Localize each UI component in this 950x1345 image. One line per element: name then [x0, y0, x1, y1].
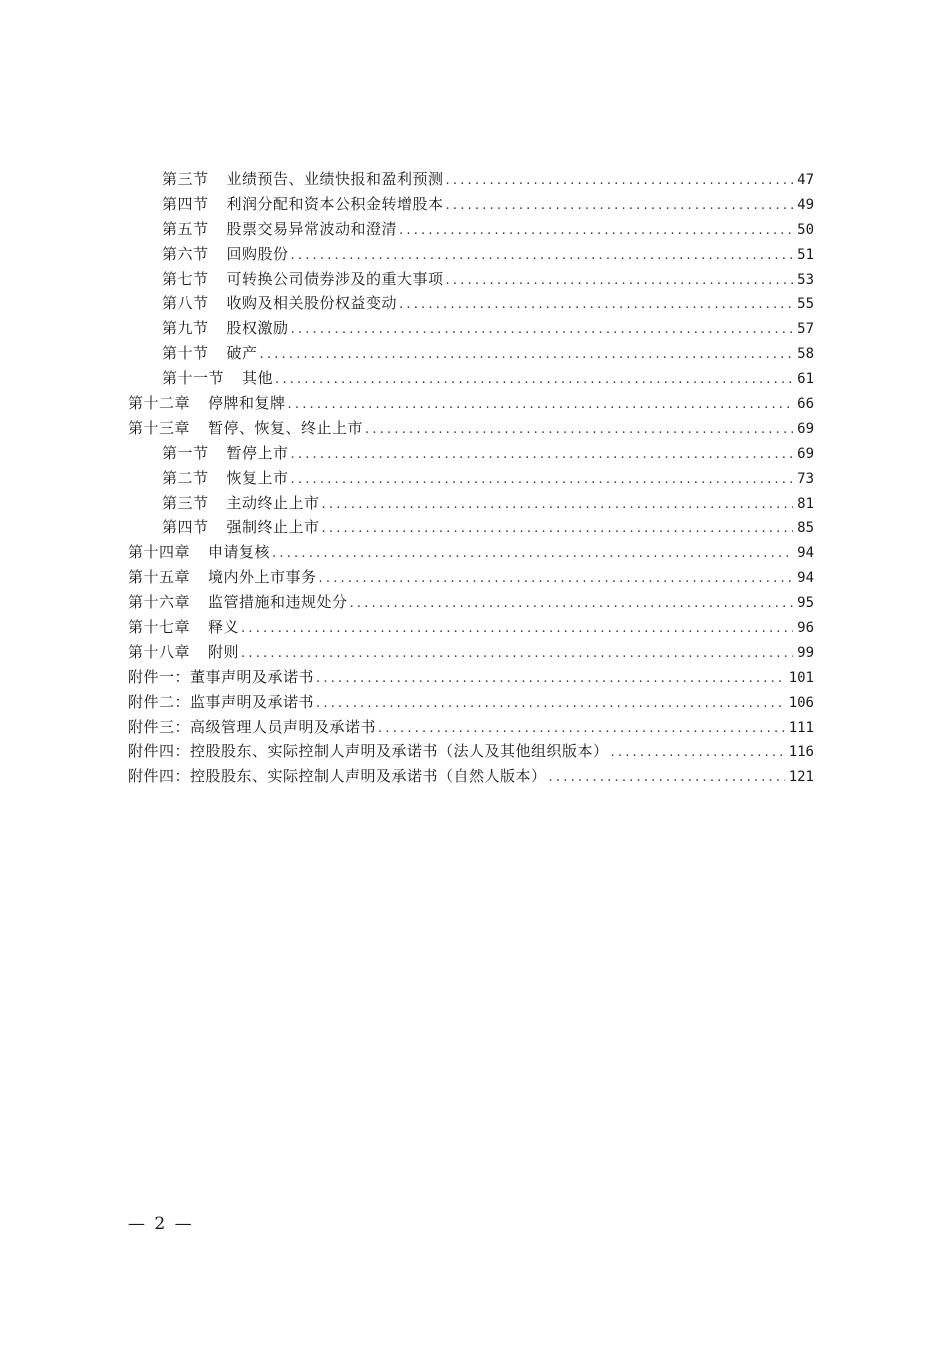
toc-dot-leader [322, 493, 794, 518]
toc-entry-number: 第三节 [162, 170, 209, 188]
toc-entry[interactable] [128, 341, 814, 366]
toc-entry[interactable] [128, 739, 814, 764]
toc-entry-label [128, 615, 239, 640]
toc-entry-label [128, 416, 363, 441]
toc-entry[interactable] [128, 217, 814, 242]
toc-entry-title: 附则 [208, 642, 240, 661]
toc-entry-page: 61 [797, 371, 814, 388]
toc-entry-label [162, 242, 289, 267]
toc-dot-leader [291, 468, 794, 493]
toc-entry-title: 境内外上市事务 [208, 568, 317, 587]
toc-entry-number: 第十七章 [128, 618, 191, 637]
toc-entry-label [162, 466, 289, 491]
toc-entry-title: 申请复核 [208, 543, 271, 562]
toc-entry-label [162, 515, 320, 540]
toc-entry-title: 其他 [242, 369, 274, 388]
toc-entry[interactable] [128, 665, 814, 690]
toc-entry-title: 强制终止上市 [226, 518, 320, 537]
toc-entry-label [128, 715, 376, 740]
toc-entry-number: 第八节 [162, 294, 209, 313]
toc-entry-title: 监管措施和违规处分 [208, 593, 348, 612]
page-number: — 2 — [128, 1214, 194, 1234]
toc-dot-leader [446, 269, 794, 294]
toc-entry-label [162, 267, 444, 292]
toc-dot-leader [399, 219, 793, 244]
toc-entry[interactable] [128, 540, 814, 565]
toc-dot-leader [611, 741, 785, 766]
toc-entry-number: 第一节 [162, 443, 209, 462]
toc-entry[interactable] [128, 615, 814, 640]
toc-entry-label [128, 391, 286, 416]
toc-entry-number: 附件一： [128, 667, 191, 686]
toc-entry-title: 收购及相关股份权益变动 [226, 294, 398, 313]
toc-dot-leader [378, 717, 785, 742]
toc-entry-number: 第十八章 [128, 642, 191, 661]
toc-entry-page: 106 [788, 694, 814, 711]
toc-entry-label [162, 192, 444, 217]
toc-entry[interactable] [128, 267, 814, 292]
toc-entry-title: 暂停上市 [226, 443, 289, 462]
toc-entry[interactable] [128, 565, 814, 590]
toc-dot-leader [241, 617, 793, 642]
toc-entry-label [128, 590, 348, 615]
toc-entry-number: 第二节 [162, 468, 209, 487]
toc-entry[interactable] [128, 590, 814, 615]
toc-entry-title: 高级管理人员声明及承诺书 [190, 717, 377, 736]
toc-dot-leader [316, 692, 785, 717]
toc-entry-number: 第六节 [162, 244, 209, 263]
toc-dot-leader [291, 244, 794, 269]
toc-entry[interactable] [128, 690, 814, 715]
toc-entry-label [162, 341, 258, 366]
toc-entry[interactable] [128, 715, 814, 740]
toc-dot-leader [446, 194, 794, 219]
toc-entry-label [162, 167, 444, 192]
toc-entry-page: 81 [797, 495, 814, 512]
toc-entry-label [162, 217, 397, 242]
toc-entry-title: 利润分配和资本公积金转增股本 [226, 194, 444, 213]
toc-entry-page: 99 [797, 644, 814, 661]
toc-entry-number: 第七节 [162, 269, 209, 288]
toc-entry-label [162, 316, 289, 341]
toc-entry[interactable] [128, 291, 814, 316]
toc-entry-title: 控股股东、实际控制人声明及承诺书（自然人版本） [190, 767, 547, 786]
toc-entry-number: 第九节 [162, 319, 209, 338]
toc-entry[interactable] [128, 242, 814, 267]
toc-entry[interactable] [128, 167, 814, 192]
toc-dot-leader [291, 318, 794, 343]
toc-dot-leader [241, 642, 793, 667]
toc-entry-label [128, 690, 314, 715]
toc-entry-label [162, 491, 320, 516]
toc-dot-leader [272, 542, 793, 567]
toc-entry-number: 附件四： [128, 767, 191, 786]
toc-dot-leader [260, 343, 794, 368]
toc-entry-page: 111 [788, 719, 814, 736]
toc-dot-leader [322, 517, 794, 542]
toc-entry-title: 业绩预告、业绩快报和盈利预测 [226, 170, 444, 188]
toc-entry-title: 股权激励 [226, 319, 289, 338]
toc-entry-number: 第十二章 [128, 394, 191, 413]
toc-entry-title: 主动终止上市 [226, 493, 320, 512]
toc-entry[interactable] [128, 640, 814, 665]
toc-entry-page: 95 [797, 595, 814, 612]
toc-entry-number: 附件二： [128, 692, 191, 711]
toc-entry-number: 附件三： [128, 717, 191, 736]
toc-entry-page: 55 [797, 296, 814, 313]
toc-entry[interactable] [128, 391, 814, 416]
toc-entry-page: 58 [797, 346, 814, 363]
toc-entry-page: 69 [797, 420, 814, 437]
toc-entry-label [162, 441, 289, 466]
toc-entry-page: 51 [797, 246, 814, 263]
toc-entry-page: 94 [797, 570, 814, 587]
toc-entry[interactable] [128, 366, 814, 391]
toc-entry-title: 控股股东、实际控制人声明及承诺书（法人及其他组织版本） [190, 742, 609, 761]
toc-entry[interactable] [128, 441, 814, 466]
toc-entry-number: 第三节 [162, 493, 209, 512]
toc-dot-leader [319, 567, 794, 592]
toc-dot-leader [350, 592, 794, 617]
toc-entry-page: 121 [788, 769, 814, 786]
toc-entry-page: 49 [797, 196, 814, 213]
toc-entry-page: 47 [797, 172, 814, 188]
toc-entry-page: 66 [797, 396, 814, 413]
toc-dot-leader [291, 443, 794, 468]
toc-entry-page: 96 [797, 620, 814, 637]
toc-entry-title: 董事声明及承诺书 [190, 667, 315, 686]
toc-entry-page: 53 [797, 271, 814, 288]
toc-entry[interactable] [128, 764, 814, 789]
toc-entry-number: 第十节 [162, 344, 209, 363]
toc-entry-page: 50 [797, 221, 814, 238]
toc-entry-number: 第十四章 [128, 543, 191, 562]
toc-entry-number: 第十五章 [128, 568, 191, 587]
toc-entry-title: 恢复上市 [226, 468, 289, 487]
toc-entry-label [128, 565, 317, 590]
toc-entry[interactable] [128, 192, 814, 217]
toc-entry-number: 第十三章 [128, 418, 191, 437]
toc-entry-title: 停牌和复牌 [208, 394, 286, 413]
toc-entry[interactable] [128, 515, 814, 540]
toc-entry-label [162, 291, 397, 316]
toc-entry-page: 73 [797, 470, 814, 487]
toc-entry-label [162, 366, 273, 391]
toc-entry-label [128, 640, 239, 665]
toc-entry-page: 85 [797, 520, 814, 537]
toc-entry-label [128, 739, 609, 764]
toc-entry-number: 第四节 [162, 194, 209, 213]
toc-entry-page: 101 [788, 669, 814, 686]
toc-dot-leader [399, 293, 793, 318]
toc-dot-leader [446, 169, 794, 194]
toc-entry-page: 116 [788, 744, 814, 761]
toc-entry-label [128, 764, 547, 789]
toc-dot-leader [549, 766, 785, 791]
toc-entry-page: 69 [797, 445, 814, 462]
toc-dot-leader [365, 418, 793, 443]
toc-entry[interactable] [128, 466, 814, 491]
toc-entry-number: 第十六章 [128, 593, 191, 612]
toc-entry-number: 第四节 [162, 518, 209, 537]
toc-entry-page: 57 [797, 321, 814, 338]
toc-entry-page: 94 [797, 545, 814, 562]
toc-entry-number: 第十一节 [162, 369, 225, 388]
toc-entry-title: 破产 [226, 344, 258, 363]
toc-entry-label [128, 665, 314, 690]
toc-entry-title: 回购股份 [226, 244, 289, 263]
toc-entry-number: 附件四： [128, 742, 191, 761]
toc-dot-leader [288, 393, 794, 418]
toc-entry-title: 监事声明及承诺书 [190, 692, 315, 711]
toc-entry[interactable] [128, 316, 814, 341]
toc-entry-title: 可转换公司债券涉及的重大事项 [226, 269, 444, 288]
toc-entry-label [128, 540, 270, 565]
toc-entry[interactable] [128, 416, 814, 441]
toc-entry-title: 暂停、恢复、终止上市 [208, 418, 364, 437]
toc-entry-number: 第五节 [162, 219, 209, 238]
toc-entry-title: 释义 [208, 618, 240, 637]
toc-entry[interactable] [128, 491, 814, 516]
toc-dot-leader [275, 368, 793, 393]
toc-dot-leader [316, 667, 785, 692]
toc-entry-title: 股票交易异常波动和澄清 [226, 219, 398, 238]
table-of-contents [128, 167, 814, 789]
